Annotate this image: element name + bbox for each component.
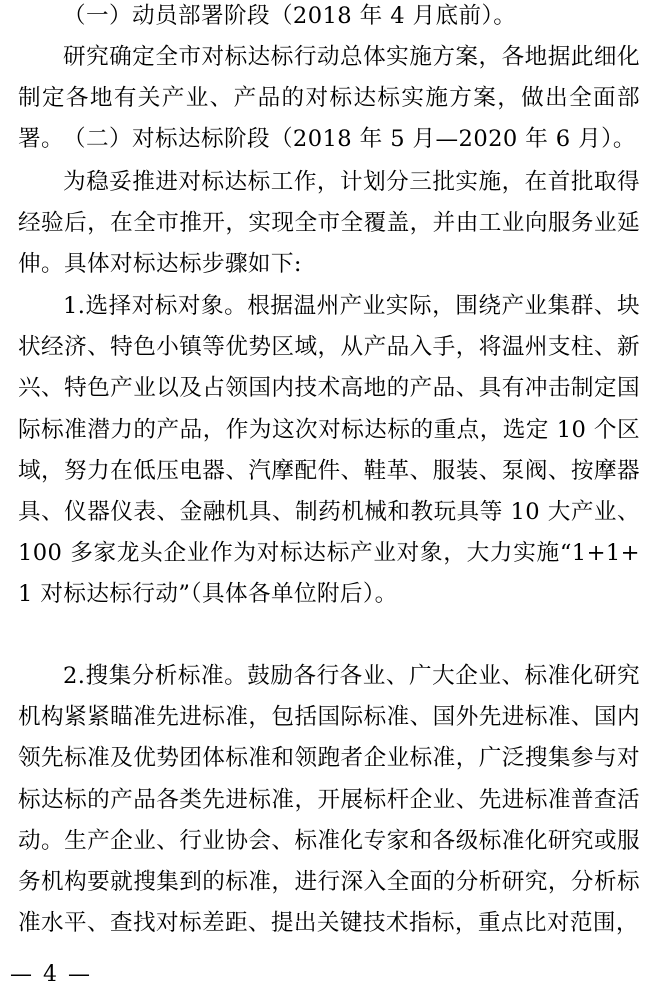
paragraph-mobilization-plan: 研究确定全市对标达标行动总体实施方案，各地据此细化制定各地有关产业、产品的对标达标实施方案，做出全面部署。 (18, 44, 640, 153)
section-heading-benchmarking: （二）对标达标阶段（2018 年 5 月—2020 年 6 月）。 (63, 126, 636, 152)
paragraph-step-1-select-targets: 1.选择对标对象。根据温州产业实际，围绕产业集群、块状经济、特色小镇等优势区域，从产品入手，将温州支柱、新兴、特色产业以及占领国内技术高地的产品、具有冲击制定国际标准潜力的产品，作为这次对标达标的重点，选定 10 个区域，努力在低压电器、汽摩配件、鞋革、服装、泵阀、按摩器具、仪器仪表、金融机具、制药机械和教玩具等 10 大产业、100 多家龙头企业作为对标达标产业对象，大力实施“1+1+1 对标达标行动”（具体各单位附后）。 (18, 293, 640, 608)
paragraph-benchmarking-intro: 为稳妥推进对标达标工作，计划分三批实施，在首批取得经验后，在全市推开，实现全市全覆盖，并由工业向服务业延伸。具体对标达标步骤如下: (18, 169, 640, 278)
page-number: — 4 — (10, 962, 92, 987)
paragraph-step-2-collect-standards: 2.搜集分析标准。鼓励各行各业、广大企业、标准化研究机构紧紧瞄准先进标准，包括国际标准、国外先进标准、国内领先标准及优势团体标准和领跑者企业标准，广泛搜集参与对标达标的产品各类先进标准，开展标杆企业、先进标准普查活动。生产企业、行业协会、标准化专家和各级标准化研究或服务机构要就搜集到的标准，进行深入全面的分析研究，分析标准水平、查找对标差距、提出关键技术指标，重点比对范围， (18, 663, 640, 937)
section-heading-mobilization: （一）动员部署阶段（2018 年 4 月底前）。 (63, 3, 517, 29)
